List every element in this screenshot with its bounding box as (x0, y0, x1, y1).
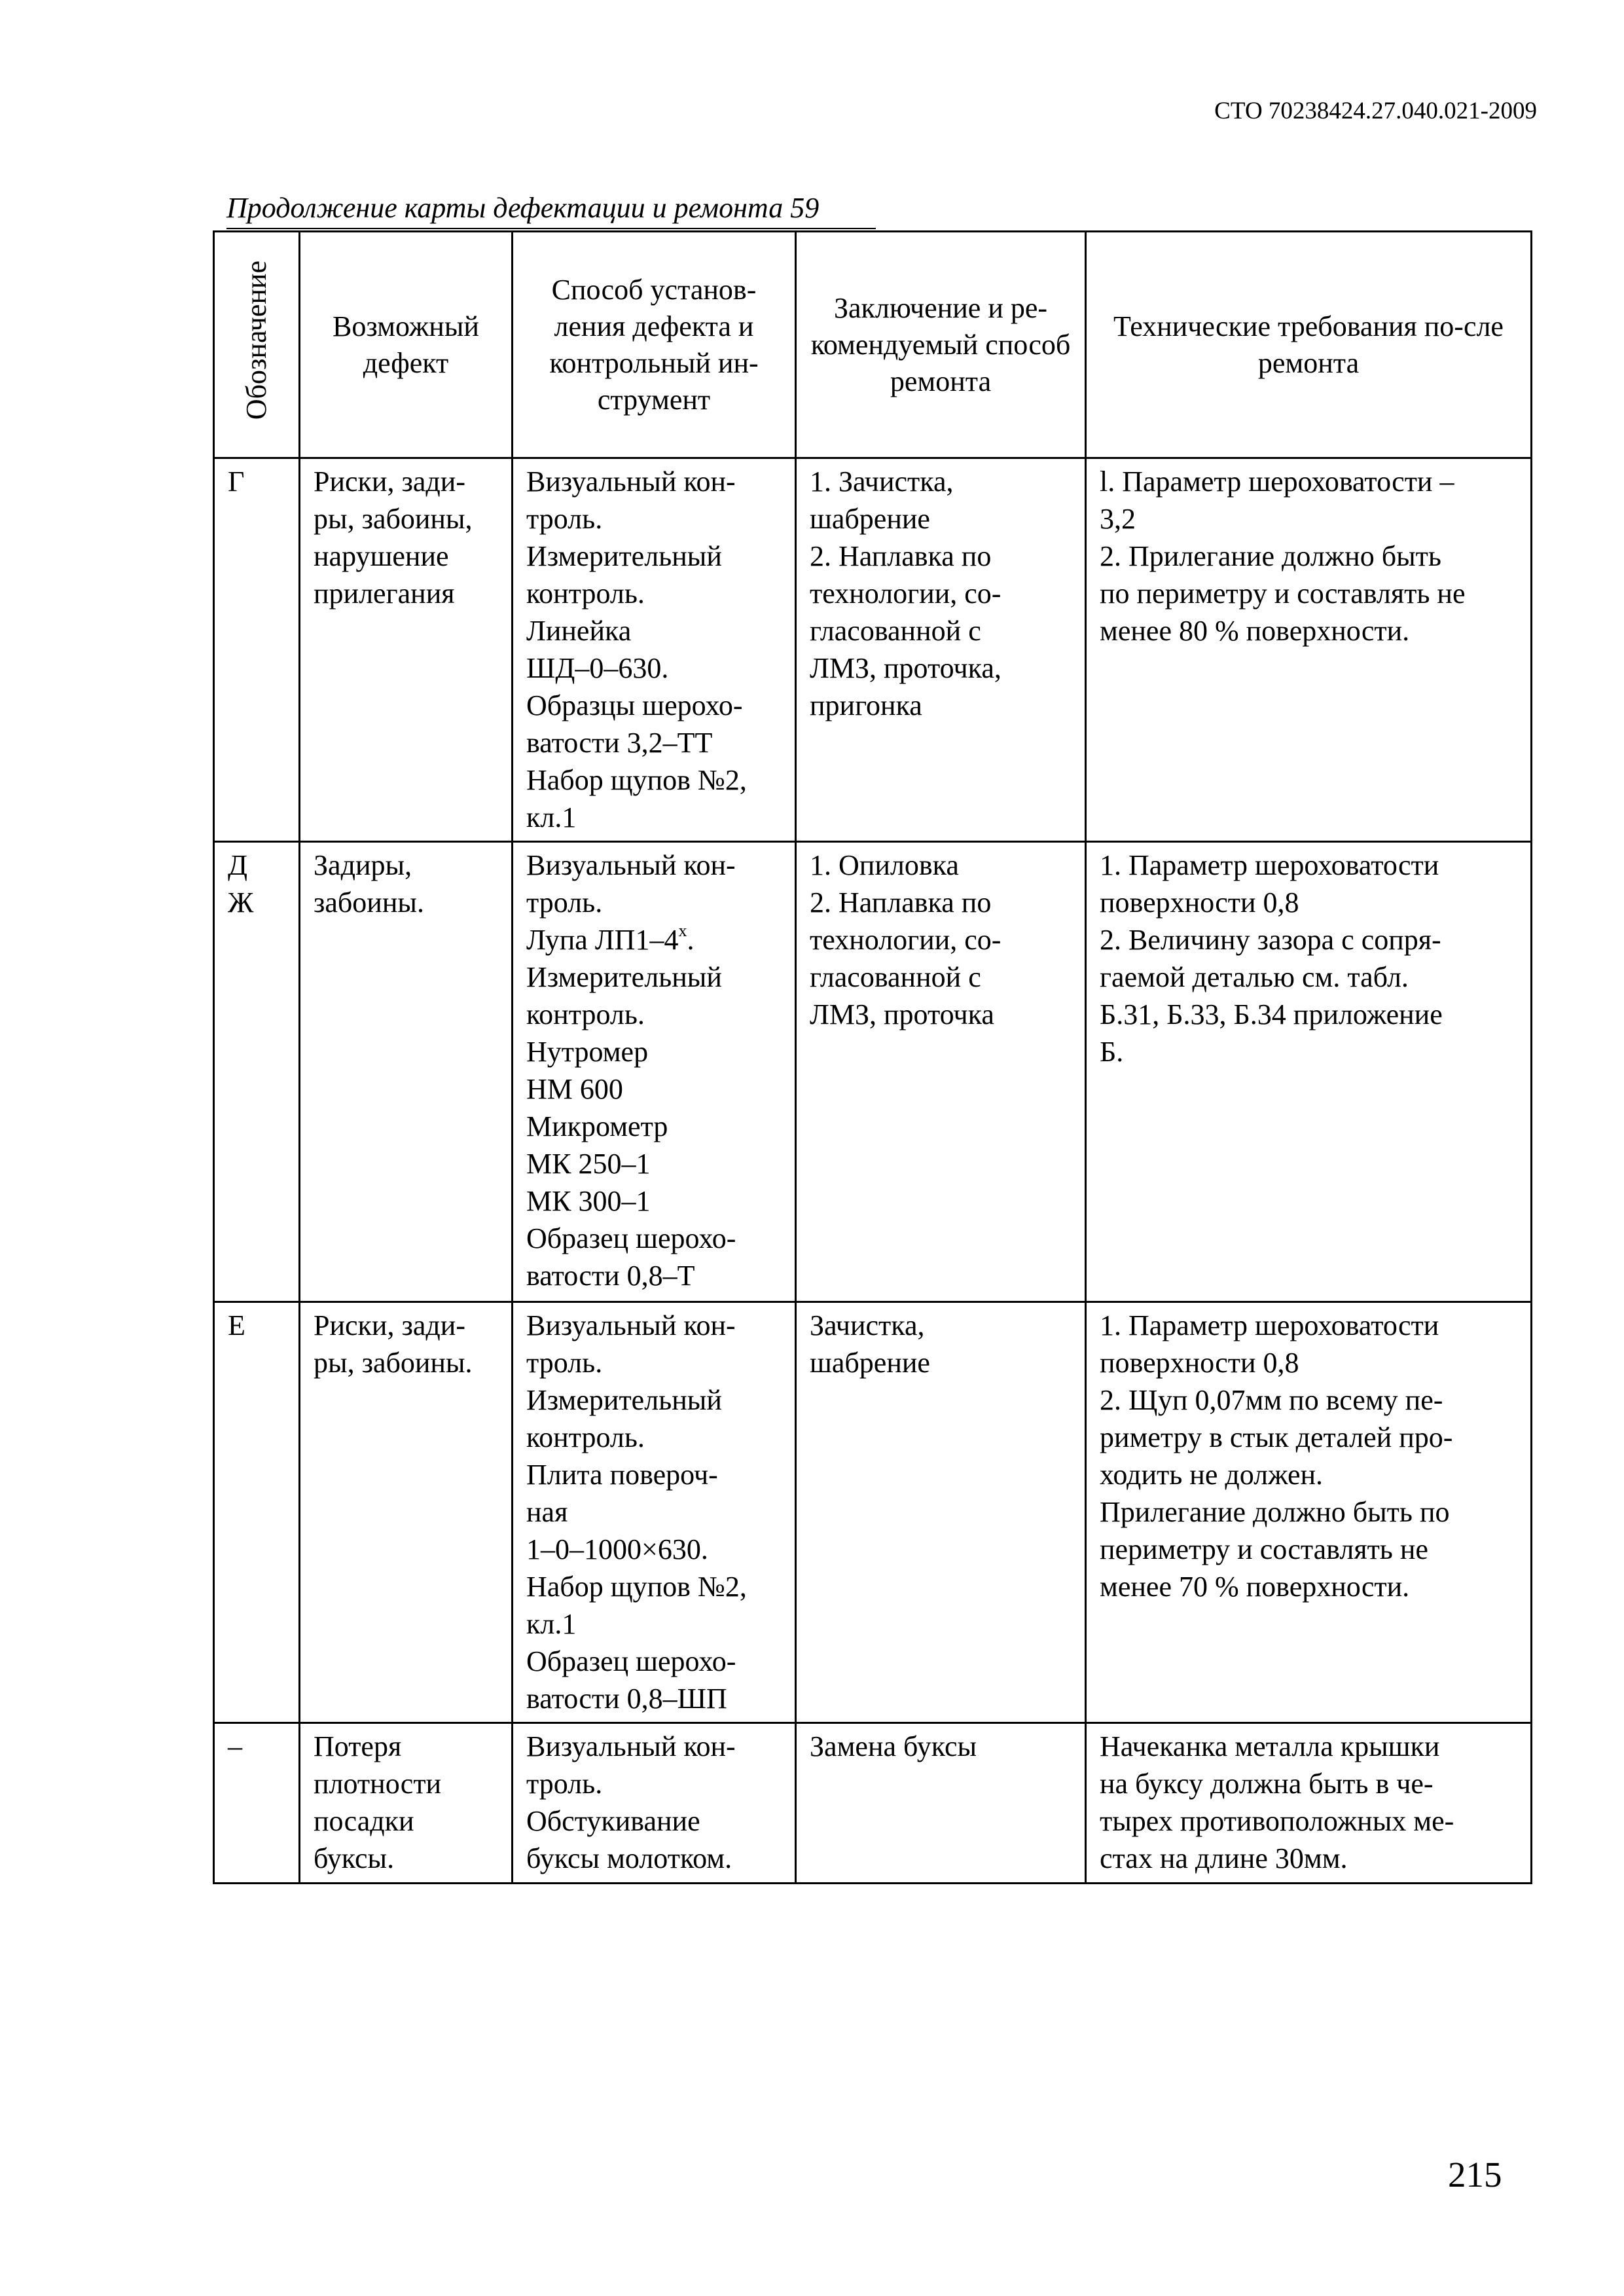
text-line: Задиры, (314, 849, 412, 881)
text-line: ходить не должен. (1100, 1459, 1324, 1491)
text-line: гаемой деталью см. табл. (1100, 961, 1409, 993)
text-line: 1–0–1000×630. (526, 1533, 708, 1565)
text-line: 1. Зачистка, (810, 465, 954, 498)
text-line: Прилегание должно быть по (1100, 1496, 1450, 1528)
text-line: прилегания (314, 577, 455, 610)
text-line: Набор щупов №2, (526, 764, 747, 796)
text-line: шабрение (810, 503, 930, 535)
text-line: ватости 0,8–Т (526, 1260, 695, 1292)
text-line: Образцы шерохо- (526, 689, 743, 721)
text-line: технологии, со- (810, 924, 1001, 956)
text-line: Б.31, Б.33, Б.34 приложение (1100, 998, 1443, 1030)
defect-repair-table (213, 230, 1532, 1884)
text-line: 2. Наплавка по (810, 886, 992, 919)
text-line: Ж (228, 886, 254, 919)
caption-underline (226, 228, 876, 229)
cell-mark: Г (214, 458, 300, 842)
text-line: Образец шерохо- (526, 1222, 736, 1254)
text-line: Визуальный кон- (526, 1309, 736, 1341)
text-line: Набор щупов №2, (526, 1571, 747, 1603)
table-row (214, 458, 1532, 842)
text-line: шабрение (810, 1347, 930, 1379)
cell-method (513, 1723, 796, 1884)
text-line: поверхности 0,8 (1100, 1347, 1299, 1379)
table-row (214, 1302, 1532, 1723)
cell-conclusion (796, 842, 1086, 1302)
text-line: МК 250–1 (526, 1148, 651, 1180)
text-line: тырех противоположных ме- (1100, 1805, 1454, 1837)
text-line: посадки (314, 1805, 414, 1837)
text-line: стах на длине 30мм. (1100, 1842, 1348, 1874)
cell-conclusion (796, 458, 1086, 842)
text-line: Микрометр (526, 1110, 668, 1142)
cell-requirements (1086, 1302, 1532, 1723)
text-line: поверхности 0,8 (1100, 886, 1299, 919)
text-line: Начеканка металла крышки (1100, 1730, 1440, 1762)
text-line: Измерительный (526, 961, 722, 993)
text-line: Риски, зади- (314, 1309, 465, 1341)
cell-requirements (1086, 1723, 1532, 1884)
header-mark-label: Обозначение (240, 260, 272, 420)
text-line: НМ 600 (526, 1073, 623, 1105)
cell-mark (214, 842, 300, 1302)
text-line: троль. (526, 1768, 603, 1800)
text-line: ЛМЗ, проточка (810, 998, 994, 1030)
text-line: МК 300–1 (526, 1185, 651, 1217)
text-fragment: Лупа ЛП1–4 (526, 924, 679, 956)
text-line: контроль. (526, 998, 645, 1030)
text-line: 2. Прилегание должно быть (1100, 540, 1441, 572)
cell-requirements (1086, 458, 1532, 842)
header-requirements: Технические требования по-сле ремонта (1086, 232, 1532, 458)
cell-conclusion (796, 1723, 1086, 1884)
cell-defect (300, 1302, 513, 1723)
text-line: Линейка (526, 615, 632, 647)
text-line: троль. (526, 1347, 603, 1379)
text-line: ЛМЗ, проточка, (810, 652, 1001, 684)
text-line: Нутромер (526, 1036, 649, 1068)
text-line: Визуальный кон- (526, 849, 736, 881)
text-line: Обстукивание (526, 1805, 700, 1837)
document-code: СТО 70238424.27.040.021-2009 (1214, 98, 1537, 124)
header-defect: Возможный дефект (300, 232, 513, 458)
table-row (214, 842, 1532, 1302)
text-line: забоины. (314, 886, 424, 919)
text-line: контроль. (526, 1421, 645, 1453)
text-line: 2. Наплавка по (810, 540, 992, 572)
text-line: периметру и составлять не (1100, 1533, 1428, 1565)
text-line: Риски, зади- (314, 465, 465, 498)
table-caption: Продолжение карты дефектации и ремонта 59 (226, 192, 820, 224)
text-line (526, 921, 788, 958)
text-line: Визуальный кон- (526, 1730, 736, 1762)
text-line: контроль. (526, 577, 645, 610)
text-line: по периметру и составлять не (1100, 577, 1466, 610)
text-line: гласованной с (810, 615, 981, 647)
cell-defect (300, 842, 513, 1302)
cell-conclusion (796, 1302, 1086, 1723)
text-line: Потеря (314, 1730, 402, 1762)
table-header-row (214, 232, 1532, 458)
text-line: Измерительный (526, 540, 722, 572)
text-line: 3,2 (1100, 503, 1136, 535)
text-line: ШД–0–630. (526, 652, 669, 684)
cell-defect (300, 1723, 513, 1884)
text-line: Зачистка, (810, 1309, 925, 1341)
text-line: ватости 3,2–ТТ (526, 727, 713, 759)
superscript: x (678, 921, 687, 941)
text-line: Д (228, 849, 248, 881)
cell-defect (300, 458, 513, 842)
text-line: гласованной с (810, 961, 981, 993)
text-line: троль. (526, 886, 603, 919)
header-method: Способ установ-ления дефекта и контрольный ин-струмент (513, 232, 796, 458)
text-line: Замена буксы (810, 1730, 977, 1762)
text-line: на буксу должна быть в че- (1100, 1768, 1434, 1800)
cell-mark: – (214, 1723, 300, 1884)
text-line: буксы молотком. (526, 1842, 732, 1874)
text-line: Б. (1100, 1036, 1124, 1068)
text-line: риметру в стык деталей про- (1100, 1421, 1453, 1453)
text-line: нарушение (314, 540, 449, 572)
text-line: Визуальный кон- (526, 465, 736, 498)
text-line: ры, забоины. (314, 1347, 473, 1379)
text-fragment: . (687, 924, 695, 956)
text-line: ная (526, 1496, 568, 1528)
text-line: 2. Величину зазора с сопря- (1100, 924, 1441, 956)
text-line: менее 70 % поверхности. (1100, 1571, 1410, 1603)
text-line: кл.1 (526, 801, 577, 833)
text-line: троль. (526, 503, 603, 535)
text-line: технологии, со- (810, 577, 1001, 610)
text-line: плотности (314, 1768, 442, 1800)
text-line: 1. Параметр шероховатости (1100, 849, 1439, 881)
cell-method (513, 842, 796, 1302)
text-line: буксы. (314, 1842, 395, 1874)
header-conclusion: Заключение и ре-комендуемый способ ремонта (796, 232, 1086, 458)
cell-mark: Е (214, 1302, 300, 1723)
text-line: пригонка (810, 689, 922, 721)
cell-requirements (1086, 842, 1532, 1302)
text-line: 1. Опиловка (810, 849, 959, 881)
table-row (214, 1723, 1532, 1884)
text-line: кл.1 (526, 1608, 577, 1640)
cell-method (513, 1302, 796, 1723)
text-line: Плита повероч- (526, 1459, 718, 1491)
text-line: l. Параметр шероховатости – (1100, 465, 1454, 498)
page-number: 215 (1448, 2155, 1502, 2195)
cell-method (513, 458, 796, 842)
text-line: Образец шерохо- (526, 1645, 736, 1677)
text-line: 2. Щуп 0,07мм по всему пе- (1100, 1384, 1443, 1416)
header-mark (214, 232, 300, 458)
text-line: ры, забоины, (314, 503, 473, 535)
text-line: менее 80 % поверхности. (1100, 615, 1410, 647)
text-line: 1. Параметр шероховатости (1100, 1309, 1439, 1341)
text-line: Измерительный (526, 1384, 722, 1416)
text-line: ватости 0,8–ШП (526, 1683, 727, 1715)
